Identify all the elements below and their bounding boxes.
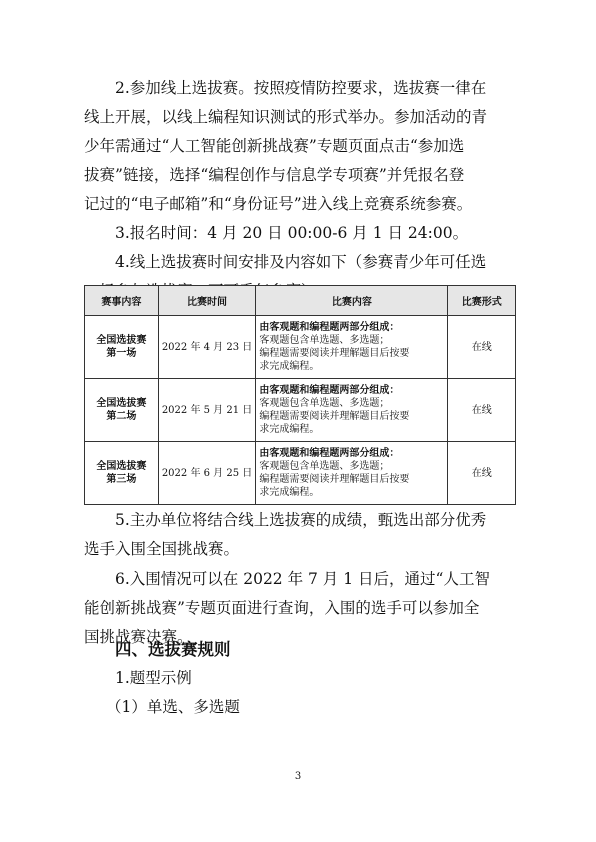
text-line: 5.主办单位将结合线上选拔赛的成绩，甄选出部分优秀 [115,511,487,529]
schedule-table [84,285,516,505]
text-line: 2.参加线上选拔赛。按照疫情防控要求，选拔赛一律在 [115,79,487,97]
event-name: 全国选拔赛 [96,398,147,409]
content-line: 客观题包含单选题、多选题； [259,461,390,472]
content-line: 求完成编程。 [259,424,320,435]
text-line: 6.入围情况可以在 2022 年 7 月 1 日后，通过“人工智 [115,570,490,588]
content-line: 求完成编程。 [259,361,320,372]
content-cell [256,442,448,505]
event-round: 第一场 [106,348,137,359]
column-header-event: 赛事内容 [85,286,159,316]
paragraph-finalists [84,506,516,564]
event-cell [85,316,159,379]
table-row [85,442,516,505]
date-cell: 2022 年 6 月 25 日 [158,442,256,505]
table-row [85,316,516,379]
text-line: 少年需通过“人工智能创新挑战赛”专题页面点击“参加选 [84,137,465,155]
section-heading: 四、选拔赛规则 [115,640,231,659]
format-cell: 在线 [448,442,516,505]
paragraph-online-selection [84,74,516,219]
event-round: 第二场 [106,411,137,422]
format-cell: 在线 [448,316,516,379]
text-line: （1）单选、多选题 [106,698,240,716]
date-cell: 2022 年 4 月 23 日 [158,316,256,379]
content-line: 编程题需要阅读并理解题目后按要 [259,411,410,422]
content-line: 求完成编程。 [259,487,320,498]
table-header-row [85,286,516,316]
text-line: 1.题型示例 [115,669,192,687]
text-line: 3.报名时间：4 月 20 日 00:00-6 月 1 日 24:00。 [115,224,469,242]
content-line: 编程题需要阅读并理解题目后按要 [259,348,410,359]
content-title: 由客观题和编程题两部分组成： [259,385,400,396]
page-number: 3 [294,771,302,782]
content-title: 由客观题和编程题两部分组成： [259,322,400,333]
event-name: 全国选拔赛 [96,335,147,346]
table-row [85,379,516,442]
event-cell [85,379,159,442]
column-header-date: 比赛时间 [158,286,256,316]
content-line: 编程题需要阅读并理解题目后按要 [259,474,410,485]
format-cell: 在线 [448,379,516,442]
event-cell [85,442,159,505]
column-header-content: 比赛内容 [256,286,448,316]
content-cell [256,379,448,442]
text-line: 国挑战赛决赛。 [84,628,193,646]
content-cell [256,316,448,379]
text-line: 能创新挑战赛”专题页面进行查询，入围的选手可以参加全 [84,599,480,617]
column-header-format: 比赛形式 [448,286,516,316]
text-line: 记过的“电子邮箱”和“身份证号”进入线上竞赛系统参赛。 [84,195,473,213]
text-line: 拔赛”链接，选择“编程创作与信息学专项赛”并凭报名登 [84,166,465,184]
paragraph-question-types [84,664,516,722]
text-line: 线上开展，以线上编程知识测试的形式举办。参加活动的青 [84,108,488,126]
event-name: 全国选拔赛 [96,461,147,472]
date-cell: 2022 年 5 月 21 日 [158,379,256,442]
content-title: 由客观题和编程题两部分组成： [259,448,400,459]
content-line: 客观题包含单选题、多选题； [259,335,390,346]
text-line: 4.线上选拔赛时间安排及内容如下（参赛青少年可任选 [115,253,487,271]
text-line: 选手入围全国挑战赛。 [84,540,240,558]
content-line: 客观题包含单选题、多选题； [259,398,390,409]
event-round: 第三场 [106,474,137,485]
